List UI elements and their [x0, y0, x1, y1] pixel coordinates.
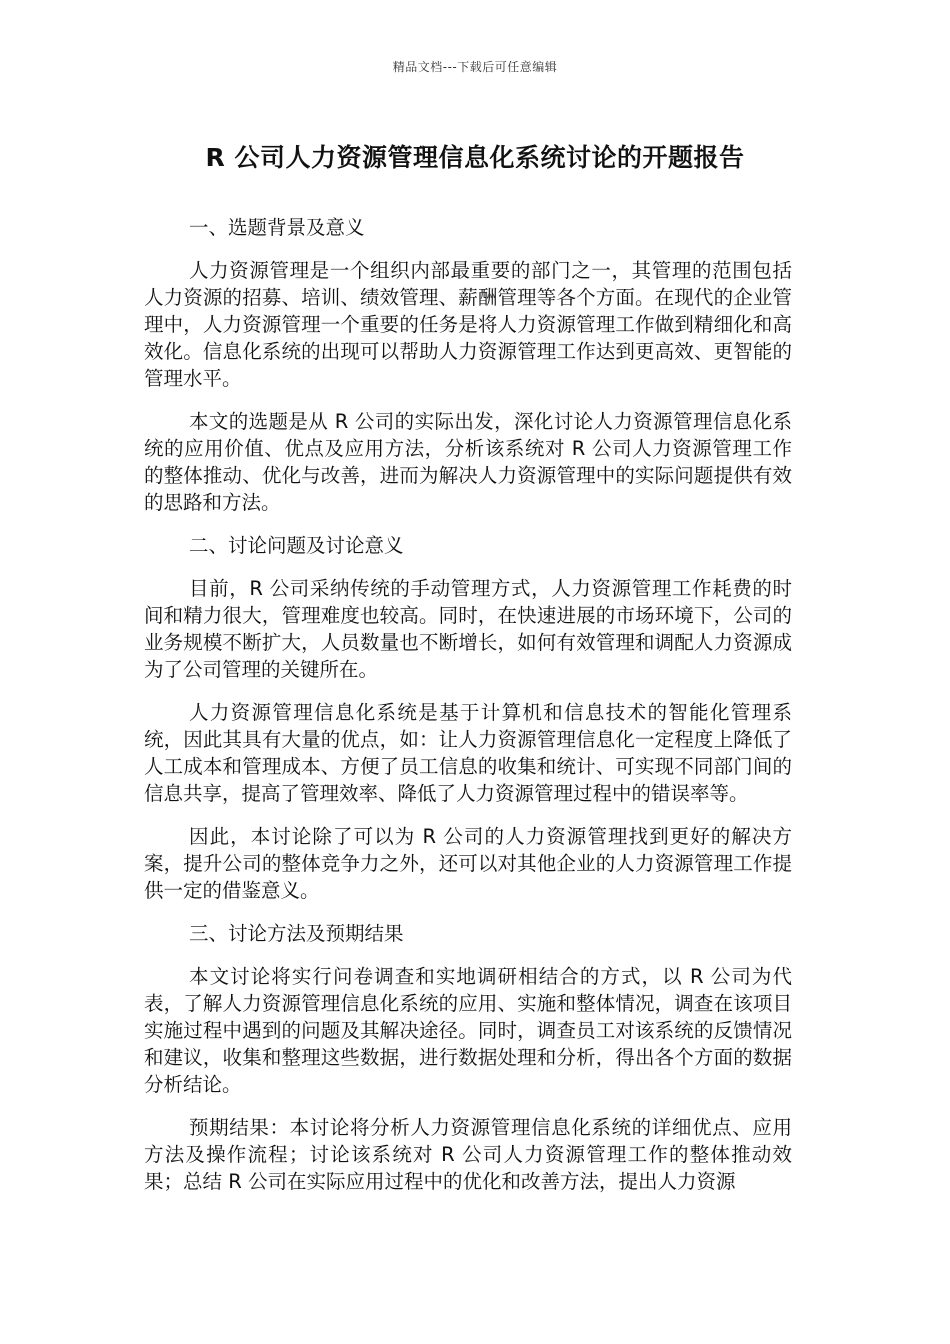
paragraph: 预期结果：本讨论将分析人力资源管理信息化系统的详细优点、应用方法及操作流程；讨论该系统对 R 公司人力资源管理工作的整体推动效果；总结 R 公司在实际应用过程中的优化和改善方法，提出人力资源	[144, 1116, 792, 1193]
section-heading: 一、选题背景及意义	[189, 216, 365, 239]
section-heading: 二、讨论问题及讨论意义	[189, 534, 404, 557]
paragraph: 人力资源管理是一个组织内部最重要的部门之一，其管理的范围包括人力资源的招募、培训、绩效管理、薪酬管理等各个方面。在现代的企业管理中，人力资源管理一个重要的任务是将人力资源管理工作做到精细化和高效化。信息化系统的出现可以帮助人力资源管理工作达到更高效、更智能的管理水平。	[144, 259, 792, 390]
paragraph: 因此，本讨论除了可以为 R 公司的人力资源管理找到更好的解决方案，提升公司的整体竞争力之外，还可以对其他企业的人力资源管理工作提供一定的借鉴意义。	[144, 825, 792, 902]
section-research-question	[144, 532, 792, 904]
section-methods	[144, 920, 792, 1195]
paragraph: 本文的选题是从 R 公司的实际出发，深化讨论人力资源管理信息化系统的应用价值、优点及应用方法，分析该系统对 R 公司人力资源管理工作的整体推动、优化与改善，进而为解决人力资源管理中的实际问题提供有效的思路和方法。	[144, 410, 792, 514]
paragraph: 人力资源管理信息化系统是基于计算机和信息技术的智能化管理系统，因此其具有大量的优点，如：让人力资源管理信息化一定程度上降低了人工成本和管理成本、方便了员工信息的收集和统计、可实现不同部门间的信息共享，提高了管理效率、降低了人力资源管理过程中的错误率等。	[144, 701, 792, 805]
header-watermark: 精品文档---下载后可任意编辑	[392, 60, 558, 74]
document-title: R 公司人力资源管理信息化系统讨论的开题报告	[205, 143, 745, 172]
paragraph: 本文讨论将实行问卷调查和实地调研相结合的方式，以 R 公司为代表，了解人力资源管理信息化系统的应用、实施和整体情况，调查在该项目实施过程中遇到的问题及其解决途径。同时，调查员工对该系统的反馈情况和建议，收集和整理这些数据，进行数据处理和分析，得出各个方面的数据分析结论。	[144, 965, 792, 1096]
document-body	[144, 214, 792, 1211]
section-heading: 三、讨论方法及预期结果	[189, 922, 404, 945]
section-background	[144, 214, 792, 516]
paragraph: 目前，R 公司采纳传统的手动管理方式，人力资源管理工作耗费的时间和精力很大，管理难度也较高。同时，在快速进展的市场环境下，公司的业务规模不断扩大，人员数量也不断增长，如何有效管理和调配人力资源成为了公司管理的关键所在。	[144, 577, 792, 681]
